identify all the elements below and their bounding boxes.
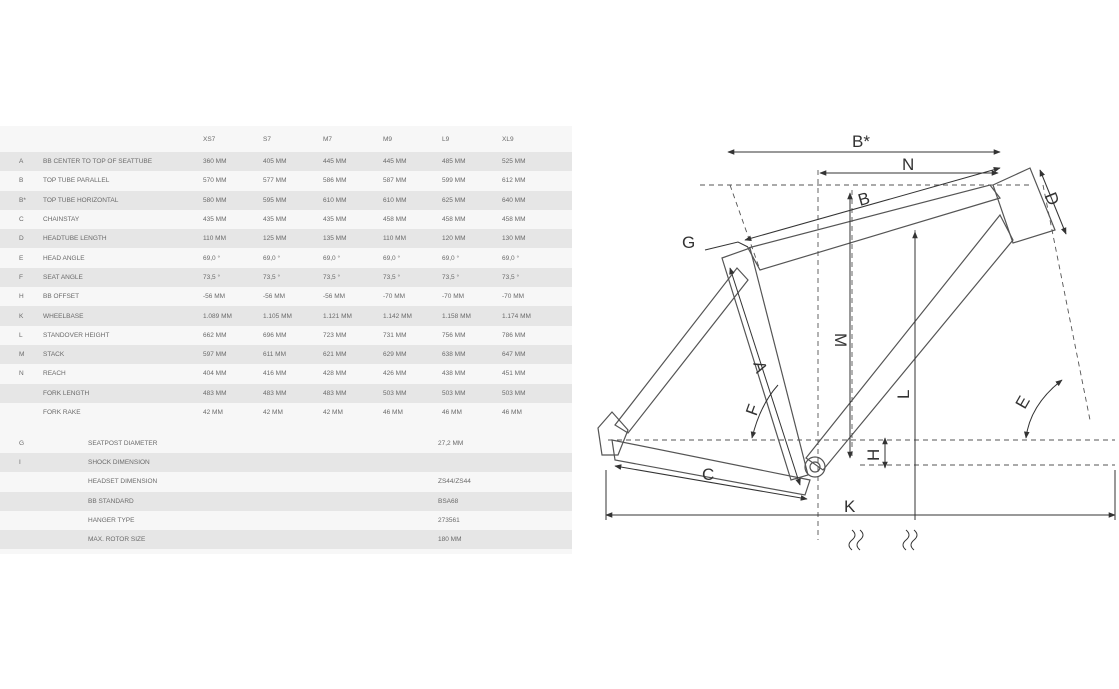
- spec-code: [0, 530, 88, 549]
- size-value: 647 MM: [502, 345, 572, 364]
- geometry-row: [0, 364, 572, 383]
- size-header: XS7: [203, 135, 216, 143]
- row-label: REACH: [43, 370, 66, 378]
- row-label: BB OFFSET: [43, 293, 80, 301]
- size-value: -70 MM: [442, 293, 465, 301]
- size-value: 73,5 °: [203, 268, 263, 287]
- size-value: -70 MM: [502, 293, 525, 301]
- spec-value: 27,2 MM: [438, 439, 464, 447]
- size-value: 640 MM: [502, 191, 572, 210]
- label-e: E: [1011, 392, 1034, 413]
- size-value: 451 MM: [502, 370, 526, 378]
- size-value: 42 MM: [203, 409, 223, 416]
- spec-table: [0, 433, 572, 549]
- size-value: 638 MM: [442, 345, 502, 364]
- size-value: 723 MM: [323, 331, 347, 339]
- size-value: 120 MM: [442, 229, 502, 248]
- size-value: -70 MM: [383, 293, 406, 301]
- spec-code: G: [19, 439, 25, 447]
- size-value: 610 MM: [383, 191, 442, 210]
- spec-value: BSA68: [438, 492, 572, 511]
- label-h: H: [864, 448, 883, 461]
- size-value: 610 MM: [323, 191, 383, 210]
- row-label: WHEELBASE: [43, 306, 203, 325]
- size-value: 426 MM: [383, 370, 407, 378]
- row-label: SEAT ANGLE: [43, 268, 203, 287]
- size-value: 458 MM: [502, 216, 526, 224]
- spec-value: ZS44/ZS44: [438, 478, 471, 486]
- label-b: B: [855, 188, 872, 210]
- size-value: 69,0 °: [263, 254, 281, 262]
- size-value: 483 MM: [203, 384, 263, 403]
- size-value: 69,0 °: [323, 254, 341, 262]
- label-n: N: [902, 155, 915, 174]
- spec-label: SHOCK DIMENSION: [88, 453, 438, 472]
- size-value: 1.105 MM: [263, 306, 323, 325]
- size-value: 1.089 MM: [203, 306, 263, 325]
- row-label: TOP TUBE PARALLEL: [43, 177, 110, 185]
- size-value: 1.142 MM: [383, 306, 442, 325]
- size-value: 587 MM: [383, 177, 407, 185]
- size-value: -56 MM: [263, 293, 286, 301]
- geometry-row: [0, 191, 572, 210]
- label-k: K: [844, 497, 856, 516]
- size-value: 435 MM: [323, 216, 347, 224]
- size-value: 110 MM: [203, 229, 263, 248]
- size-value: 786 MM: [502, 331, 526, 339]
- spec-label: SEATPOST DIAMETER: [88, 439, 158, 447]
- row-code: H: [19, 293, 24, 301]
- size-value: 599 MM: [442, 177, 466, 185]
- size-value: 629 MM: [383, 345, 442, 364]
- label-m: M: [831, 333, 850, 348]
- spec-value: 180 MM: [438, 530, 572, 549]
- size-value: 435 MM: [203, 216, 227, 224]
- size-value: 621 MM: [323, 345, 383, 364]
- spec-row: [0, 433, 572, 453]
- size-value: 483 MM: [323, 384, 383, 403]
- size-value: 1.121 MM: [323, 306, 383, 325]
- bottom-bracket: [805, 457, 825, 477]
- frame-geometry-diagram: [580, 120, 1119, 570]
- g-leader: [705, 242, 748, 250]
- size-value: 445 MM: [323, 152, 383, 171]
- spec-code: [0, 472, 88, 491]
- e-angle-arc: [1026, 380, 1062, 438]
- row-code: L: [19, 331, 23, 339]
- spec-label: HEADSET DIMENSION: [88, 478, 158, 486]
- size-value: 73,5 °: [383, 268, 442, 287]
- size-value: 69,0 °: [442, 254, 460, 262]
- spec-label: BB STANDARD: [88, 492, 438, 511]
- label-a: A: [749, 358, 771, 376]
- dimension-lines: [606, 152, 1115, 550]
- spec-code: [0, 492, 88, 511]
- spec-label: HANGER TYPE: [88, 517, 135, 525]
- size-value: 428 MM: [323, 370, 347, 378]
- row-label: STACK: [43, 345, 203, 364]
- size-value: 525 MM: [502, 152, 572, 171]
- spec-row: [0, 492, 572, 511]
- size-value: 445 MM: [383, 152, 442, 171]
- size-value: 125 MM: [263, 229, 323, 248]
- size-value: 360 MM: [203, 152, 263, 171]
- size-value: 625 MM: [442, 191, 502, 210]
- size-value: 483 MM: [263, 384, 323, 403]
- spec-row: [0, 472, 572, 491]
- size-value: 503 MM: [442, 384, 502, 403]
- size-value: 731 MM: [383, 331, 407, 339]
- size-value: 416 MM: [263, 370, 287, 378]
- spec-row: [0, 511, 572, 530]
- row-code: K: [0, 306, 43, 325]
- b-dimension: [745, 168, 1000, 240]
- size-value: 503 MM: [383, 384, 442, 403]
- row-code: C: [19, 216, 24, 224]
- row-code: A: [0, 152, 43, 171]
- size-value: 597 MM: [203, 345, 263, 364]
- geometry-row: [0, 403, 572, 422]
- row-label: BB CENTER TO TOP OF SEATTUBE: [43, 152, 203, 171]
- size-value: 485 MM: [442, 152, 502, 171]
- size-value: 570 MM: [203, 177, 227, 185]
- geometry-row: [0, 287, 572, 306]
- geometry-table: [0, 126, 572, 422]
- label-g: G: [682, 233, 696, 252]
- geometry-row: [0, 171, 572, 190]
- size-value: 69,0 °: [502, 254, 520, 262]
- spec-row: [0, 453, 572, 472]
- size-value: 438 MM: [442, 370, 466, 378]
- size-value: -56 MM: [323, 293, 346, 301]
- size-header: XL9: [502, 135, 514, 143]
- row-code: [0, 403, 43, 422]
- size-value: 595 MM: [263, 191, 323, 210]
- size-value: 73,5 °: [442, 268, 502, 287]
- geometry-row: [0, 152, 572, 171]
- a-dimension: [730, 268, 800, 485]
- size-value: 586 MM: [323, 177, 347, 185]
- size-value: 73,5 °: [502, 268, 572, 287]
- top-tube: [748, 185, 1000, 270]
- row-label: STANDOVER HEIGHT: [43, 331, 110, 339]
- geometry-row: [0, 306, 572, 325]
- size-value: 696 MM: [263, 331, 287, 339]
- size-value: 577 MM: [263, 177, 287, 185]
- geometry-row: [0, 345, 572, 364]
- size-value: 756 MM: [442, 331, 466, 339]
- row-code: E: [19, 254, 24, 262]
- row-label: TOP TUBE HORIZONTAL: [43, 191, 203, 210]
- spec-value: 273561: [438, 517, 460, 525]
- row-code: B: [19, 177, 24, 185]
- size-value: 73,5 °: [323, 268, 383, 287]
- size-value: 42 MM: [323, 409, 343, 416]
- label-c: C: [702, 465, 715, 484]
- geometry-row: [0, 326, 572, 345]
- geometry-row: [0, 384, 572, 403]
- size-value: 46 MM: [383, 409, 403, 416]
- size-value: 69,0 °: [383, 254, 401, 262]
- row-code: N: [19, 370, 24, 378]
- size-header: M9: [383, 135, 393, 143]
- spec-value: [438, 453, 572, 472]
- size-header: M7: [323, 135, 333, 143]
- geometry-panel: [0, 126, 572, 554]
- row-code: F: [0, 268, 43, 287]
- size-value: 503 MM: [502, 384, 572, 403]
- size-value: 135 MM: [323, 229, 383, 248]
- geometry-row: [0, 229, 572, 248]
- size-value: 612 MM: [502, 177, 526, 185]
- row-label: FORK LENGTH: [43, 384, 203, 403]
- size-value: 405 MM: [263, 152, 323, 171]
- size-header: S7: [263, 135, 271, 143]
- seat-stay: [615, 268, 748, 433]
- label-d: D: [1040, 189, 1064, 209]
- row-code: M: [0, 345, 43, 364]
- geometry-row: [0, 248, 572, 267]
- label-b-star: B*: [852, 132, 870, 151]
- row-code: B*: [0, 191, 43, 210]
- size-value: 435 MM: [263, 216, 287, 224]
- spec-label: MAX. ROTOR SIZE: [88, 530, 438, 549]
- row-label: HEADTUBE LENGTH: [43, 229, 203, 248]
- size-value: 611 MM: [263, 345, 323, 364]
- size-value: 42 MM: [263, 409, 283, 416]
- size-value: 1.158 MM: [442, 306, 502, 325]
- geometry-row: [0, 268, 572, 287]
- spec-code: I: [0, 453, 88, 472]
- size-value: 130 MM: [502, 229, 572, 248]
- size-value: 458 MM: [383, 216, 407, 224]
- spec-code: [0, 511, 88, 530]
- size-value: 69,0 °: [203, 254, 221, 262]
- size-value: -56 MM: [203, 293, 226, 301]
- row-code: [0, 384, 43, 403]
- row-label: HEAD ANGLE: [43, 254, 85, 262]
- size-header: L9: [442, 135, 450, 143]
- size-value: 1.174 MM: [502, 306, 572, 325]
- row-label: CHAINSTAY: [43, 216, 80, 224]
- size-value: 110 MM: [383, 229, 442, 248]
- size-value: 73,5 °: [263, 268, 323, 287]
- label-f: F: [742, 401, 764, 418]
- reference-lines: [608, 170, 1115, 540]
- size-header-row: [0, 126, 572, 152]
- size-value: 580 MM: [203, 191, 263, 210]
- label-l: L: [894, 389, 913, 399]
- size-value: 46 MM: [502, 409, 522, 416]
- size-value: 458 MM: [442, 216, 466, 224]
- size-value: 662 MM: [203, 331, 227, 339]
- geometry-row: [0, 210, 572, 229]
- size-value: 404 MM: [203, 370, 227, 378]
- row-code: D: [0, 229, 43, 248]
- spec-row: [0, 530, 572, 549]
- size-value: 46 MM: [442, 409, 462, 416]
- row-label: FORK RAKE: [43, 409, 81, 416]
